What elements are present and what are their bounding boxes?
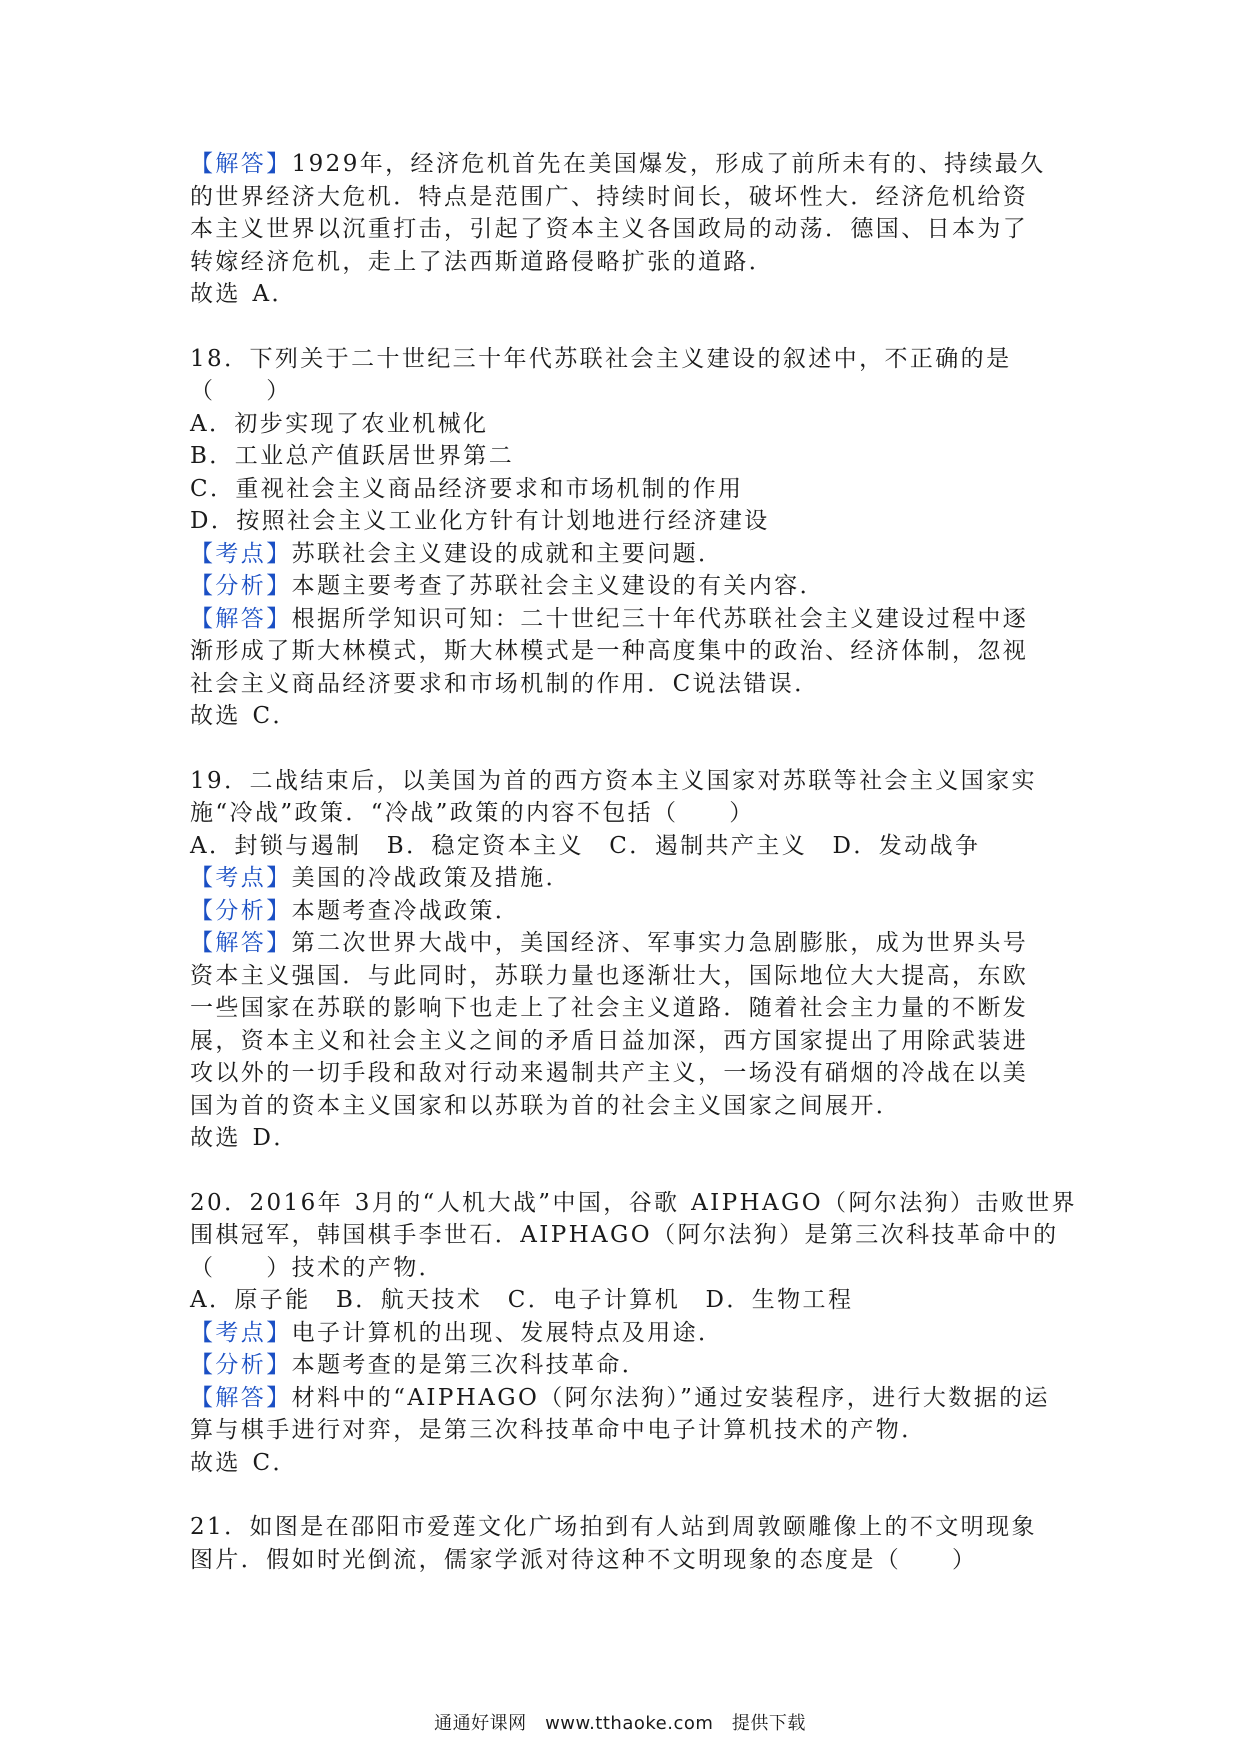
question-stem: 18．下列关于二十世纪三十年代苏联社会主义建设的叙述中，不正确的是 — [190, 345, 1012, 372]
options-line: A．封锁与遏制 B．稳定资本主义 C．遏制共产主义 D．发动战争 — [190, 832, 981, 859]
option-d: D．按照社会主义工业化方针有计划地进行经济建设 — [190, 508, 770, 534]
option-c: C．重视社会主义商品经济要求和市场机制的作用 — [190, 475, 744, 502]
answer-tag: 【解答】 — [190, 1384, 292, 1411]
question-stem: 19．二战结束后，以美国为首的西方资本主义国家对苏联等社会主义国家实 — [190, 767, 1037, 794]
answer-tag: 【解答】 — [190, 151, 292, 177]
answer-line: 展，资本主义和社会主义之间的矛盾日益加深，西方国家提出了用除武装进 — [190, 1027, 1029, 1054]
question-18 — [190, 343, 1060, 733]
answer-tag: 【解答】 — [190, 605, 292, 632]
answer-line: 国为首的资本主义国家和以苏联为首的社会主义国家之间展开． — [190, 1092, 902, 1119]
page-footer: 通通好课网 www.tthaoke.com 提供下载 — [434, 1713, 806, 1734]
fenxi-line: 【分析】本题考查的是第三次科技革命． — [190, 1352, 648, 1378]
answer-line: 社会主义商品经济要求和市场机制的作用．C说法错误． — [190, 670, 820, 697]
answer-line: 的世界经济大危机．特点是范围广、持续时间长，破坏性大．经济危机给资 — [190, 183, 1029, 210]
question-stem: 图片．假如时光倒流，儒家学派对待这种不文明现象的态度是（ ） — [190, 1546, 978, 1573]
kaodian-line: 【考点】苏联社会主义建设的成就和主要问题． — [190, 540, 724, 567]
fenxi-line: 【分析】本题考查冷战政策． — [190, 897, 521, 924]
question-21 — [190, 1511, 1060, 1576]
options-line: A．原子能 B．航天技术 C．电子计算机 D．生物工程 — [190, 1287, 854, 1313]
question-stem: 施“冷战”政策．“冷战”政策的内容不包括（ ） — [190, 800, 755, 826]
answer-conclusion: 故选 C． — [190, 703, 298, 729]
answer-conclusion: 故选 A． — [190, 281, 297, 307]
answer-tag: 【解答】 — [190, 930, 292, 956]
option-b: B．工业总产值跃居世界第二 — [190, 443, 515, 469]
q17-answer-section — [190, 148, 1060, 311]
question-20 — [190, 1187, 1078, 1480]
answer-conclusion: 故选 D． — [190, 1125, 299, 1151]
answer-line: 算与棋手进行对弈，是第三次科技革命中电子计算机技术的产物． — [190, 1417, 927, 1443]
fenxi-tag: 【分析】 — [190, 573, 292, 599]
question-stem: （ ） — [190, 378, 292, 404]
answer-line: 【解答】材料中的“AIPHAGO（阿尔法狗）”通过安装程序，进行大数据的运 — [190, 1384, 1050, 1411]
kaodian-line: 【考点】美国的冷战政策及措施． — [190, 865, 572, 891]
fenxi-tag: 【分析】 — [190, 1352, 292, 1378]
fenxi-line: 【分析】本题主要考查了苏联社会主义建设的有关内容． — [190, 573, 826, 599]
kaodian-line: 【考点】电子计算机的出现、发展特点及用途． — [190, 1319, 724, 1346]
answer-line: 资本主义强国．与此同时，苏联力量也逐渐壮大，国际地位大大提高，东欧 — [190, 962, 1029, 989]
kaodian-tag: 【考点】 — [190, 540, 292, 567]
answer-line: 渐形成了斯大林模式，斯大林模式是一种高度集中的政治、经济体制，忽视 — [190, 638, 1029, 664]
question-stem: （ ）技术的产物． — [190, 1254, 444, 1281]
page-content — [190, 148, 1078, 1576]
answer-line: 【解答】根据所学知识可知：二十世纪三十年代苏联社会主义建设过程中逐 — [190, 605, 1029, 632]
fenxi-tag: 【分析】 — [190, 897, 292, 924]
answer-line: 攻以外的一切手段和敌对行动来遏制共产主义，一场没有硝烟的冷战在以美 — [190, 1060, 1029, 1086]
answer-line: 转嫁经济危机，走上了法西斯道路侵略扩张的道路． — [190, 248, 775, 275]
answer-conclusion: 故选 C． — [190, 1449, 298, 1476]
question-stem: 21．如图是在邵阳市爱莲文化广场拍到有人站到周敦颐雕像上的不文明现象 — [190, 1514, 1037, 1540]
answer-line: 本主义世界以沉重打击，引起了资本主义各国政局的动荡．德国、日本为了 — [190, 216, 1029, 242]
option-a: A．初步实现了农业机械化 — [190, 410, 489, 437]
question-19 — [190, 765, 1060, 1155]
kaodian-tag: 【考点】 — [190, 1319, 292, 1346]
answer-line: 【解答】第二次世界大战中，美国经济、军事实力急剧膨胀，成为世界头号 — [190, 930, 1029, 956]
kaodian-tag: 【考点】 — [190, 865, 292, 891]
answer-line: 【解答】1929年，经济危机首先在美国爆发，形成了前所未有的、持续最久 — [190, 151, 1046, 177]
answer-line: 一些国家在苏联的影响下也走上了社会主义道路．随着社会主力量的不断发 — [190, 995, 1029, 1021]
question-stem: 围棋冠军，韩国棋手李世石．AIPHAGO（阿尔法狗）是第三次科技革命中的 — [190, 1222, 1059, 1248]
question-stem: 20．2016年 3月的“人机大战”中国，谷歌 AIPHAGO（阿尔法狗）击败世界 — [190, 1189, 1078, 1216]
